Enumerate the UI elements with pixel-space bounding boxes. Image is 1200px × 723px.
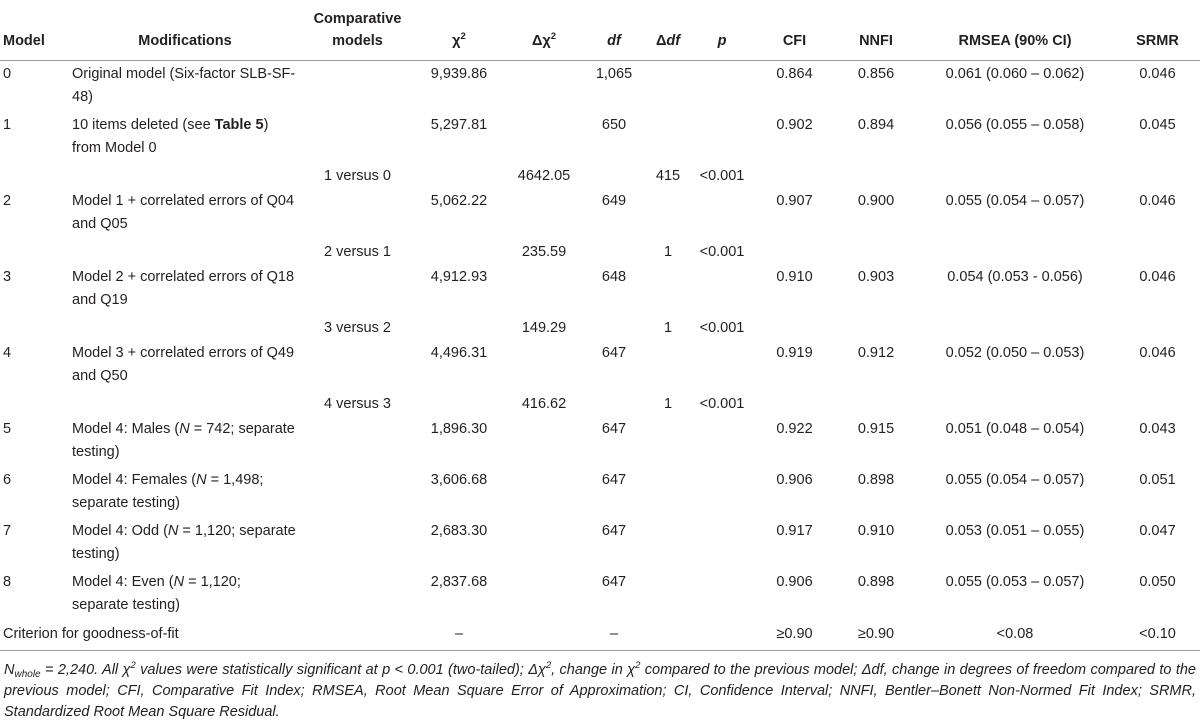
cell-modifications: Model 1 + correlated errors of Q04 and Q05 xyxy=(72,192,295,232)
cell-srmr xyxy=(1115,391,1200,416)
cell-df: 647 xyxy=(601,573,627,590)
table-row xyxy=(0,112,1200,163)
cell-srmr: 0.046 xyxy=(1139,65,1176,82)
cell-model xyxy=(0,163,69,188)
cell-nnfi: 0.910 xyxy=(857,522,895,539)
table-row xyxy=(0,315,1200,340)
cell-srmr: 0.047 xyxy=(1139,522,1176,539)
cell-comparative-models xyxy=(301,264,414,315)
cell-cfi: 0.864 xyxy=(776,65,813,82)
table-body xyxy=(0,60,1200,650)
cell-delta-df xyxy=(644,518,692,569)
cell-srmr xyxy=(1115,163,1200,188)
cell-cfi: ≥0.90 xyxy=(752,620,837,651)
cell-modifications xyxy=(69,163,301,188)
cell-delta-df: 1 xyxy=(663,319,673,336)
cell-p xyxy=(692,264,752,315)
cell-p xyxy=(692,620,752,651)
cell-chi-square: 4,912.93 xyxy=(430,268,488,285)
cell-model: 6 xyxy=(3,471,12,488)
cell-comparative-models xyxy=(301,112,414,163)
criterion-label: Criterion for goodness-of-fit xyxy=(0,620,414,651)
cell-comparative-models xyxy=(301,569,414,620)
cell-rmsea: <0.08 xyxy=(915,620,1115,651)
cell-model: 8 xyxy=(3,573,12,590)
cell-modifications xyxy=(69,315,301,340)
cell-delta-chi-square xyxy=(504,340,584,391)
cell-delta-df xyxy=(644,620,692,651)
cell-delta-chi-square xyxy=(504,620,584,651)
table-row xyxy=(0,60,1200,112)
cell-rmsea xyxy=(915,315,1115,340)
cell-srmr: 0.046 xyxy=(1139,192,1176,209)
cell-delta-df xyxy=(644,569,692,620)
cell-modifications: Model 4: Males (N = 742; separate testing) xyxy=(72,420,295,460)
cell-df: 650 xyxy=(601,116,627,133)
cell-chi-square xyxy=(414,315,504,340)
cell-srmr: 0.050 xyxy=(1139,573,1176,590)
cell-p xyxy=(692,340,752,391)
cell-df: 1,065 xyxy=(595,65,633,82)
cell-delta-df xyxy=(644,112,692,163)
cell-cfi xyxy=(752,163,837,188)
table-footnote: $N_{whole} = 2,240$. All $\chi^2$ values were statistically significant at p < 0.001 (two-tailed); $\Delta\chi^2$, change in $\chi^2$ compared to the previous model; Δdf, change in degrees of freedom compared to the previous model; CFI, Comparative Fit Index; RMSEA, Root Mean Square Error of Approximation; CI, Confidence Interval; NNFI, Bentler–Bonett Non-Normed Fit Index; SRMR, Standardized Root Mean Square Residual. xyxy=(4,659,1196,720)
cell-df: – xyxy=(584,620,644,651)
cell-p xyxy=(692,60,752,112)
header-cfi: CFI xyxy=(752,0,837,60)
table-row xyxy=(0,264,1200,315)
cell-delta-df xyxy=(644,467,692,518)
cell-chi-square: 3,606.68 xyxy=(430,471,488,488)
cell-df: 649 xyxy=(601,192,627,209)
cell-srmr: 0.045 xyxy=(1139,116,1176,133)
header-p: p xyxy=(692,0,752,60)
table-row xyxy=(0,467,1200,518)
cell-df: 647 xyxy=(601,344,627,361)
cell-comparative-models xyxy=(301,467,414,518)
cell-rmsea: 0.053 (0.051 – 0.055) xyxy=(945,522,1085,539)
cell-cfi: 0.910 xyxy=(776,268,813,285)
cell-modifications: 10 items deleted (see Table 5) from Model 0 xyxy=(72,116,269,156)
cell-rmsea: 0.061 (0.060 – 0.062) xyxy=(945,65,1085,82)
cell-delta-df xyxy=(644,188,692,239)
cell-chi-square: 2,837.68 xyxy=(430,573,488,590)
cell-srmr: 0.043 xyxy=(1139,420,1176,437)
cell-model: 7 xyxy=(3,522,12,539)
header-rmsea: RMSEA (90% CI) xyxy=(915,0,1115,60)
cell-nnfi: 0.894 xyxy=(857,116,895,133)
cell-p xyxy=(692,416,752,467)
cell-delta-chi-square xyxy=(504,188,584,239)
cell-delta-chi-square: 235.59 xyxy=(521,243,567,260)
cell-delta-chi-square: 4642.05 xyxy=(517,167,571,184)
header-model: Model xyxy=(0,0,69,60)
header-modifications: Modifications xyxy=(69,0,301,60)
cell-model: 3 xyxy=(3,268,12,285)
cell-chi-square: 1,896.30 xyxy=(430,420,488,437)
table-row xyxy=(0,163,1200,188)
cell-cfi xyxy=(752,315,837,340)
cell-delta-chi-square xyxy=(504,569,584,620)
cell-nnfi: 0.898 xyxy=(857,573,895,590)
cell-srmr: 0.051 xyxy=(1139,471,1176,488)
cell-modifications xyxy=(69,239,301,264)
cell-p xyxy=(692,569,752,620)
cell-modifications: Model 4: Even (N = 1,120; separate testing) xyxy=(72,573,241,613)
cell-nnfi xyxy=(837,315,915,340)
cell-cfi: 0.906 xyxy=(776,573,813,590)
cell-nnfi: 0.915 xyxy=(857,420,895,437)
cell-nnfi: 0.900 xyxy=(857,192,895,209)
cell-cfi: 0.906 xyxy=(776,471,813,488)
cell-rmsea xyxy=(915,391,1115,416)
cell-model xyxy=(0,391,69,416)
cell-delta-df: 415 xyxy=(655,167,681,184)
cell-nnfi xyxy=(837,239,915,264)
cell-df xyxy=(584,163,644,188)
cell-model: 5 xyxy=(3,420,12,437)
cell-rmsea: 0.056 (0.055 – 0.058) xyxy=(945,116,1085,133)
cell-model: 4 xyxy=(3,344,12,361)
cell-srmr xyxy=(1115,315,1200,340)
criterion-row xyxy=(0,620,1200,651)
cell-chi-square: 5,062.22 xyxy=(430,192,488,209)
table-row xyxy=(0,188,1200,239)
cell-p xyxy=(692,112,752,163)
cell-modifications xyxy=(69,391,301,416)
cell-model: 2 xyxy=(3,192,12,209)
cell-delta-chi-square xyxy=(504,112,584,163)
cell-delta-chi-square xyxy=(504,60,584,112)
cell-comparative-models: 1 versus 0 xyxy=(324,167,391,184)
header-row xyxy=(0,0,1200,60)
cell-delta-chi-square xyxy=(504,264,584,315)
cell-chi-square: 5,297.81 xyxy=(430,116,488,133)
cell-comparative-models xyxy=(301,60,414,112)
cell-rmsea xyxy=(915,163,1115,188)
table-row xyxy=(0,391,1200,416)
cell-nnfi: 0.912 xyxy=(857,344,895,361)
table-row xyxy=(0,416,1200,467)
cell-chi-square: 4,496.31 xyxy=(430,344,488,361)
cell-p xyxy=(692,467,752,518)
cell-nnfi xyxy=(837,391,915,416)
cell-cfi: 0.922 xyxy=(776,420,813,437)
cell-model: 1 xyxy=(3,116,12,133)
cell-delta-df: 1 xyxy=(663,395,673,412)
cell-chi-square: 9,939.86 xyxy=(430,65,488,82)
cell-srmr: 0.046 xyxy=(1139,344,1176,361)
header-df: df xyxy=(584,0,644,60)
cell-nnfi: 0.898 xyxy=(857,471,895,488)
cell-chi-square xyxy=(414,391,504,416)
cell-p xyxy=(692,518,752,569)
cell-srmr xyxy=(1115,239,1200,264)
cell-nnfi: 0.903 xyxy=(857,268,895,285)
cell-srmr: 0.046 xyxy=(1139,268,1176,285)
cell-nnfi xyxy=(837,163,915,188)
cell-nnfi: 0.856 xyxy=(857,65,895,82)
header-chi-square: $\chi^2$ xyxy=(414,0,504,60)
cell-cfi: 0.902 xyxy=(776,116,813,133)
cell-chi-square xyxy=(414,239,504,264)
cell-comparative-models: 4 versus 3 xyxy=(324,395,391,412)
cell-chi-square: – xyxy=(414,620,504,651)
header-nnfi: NNFI xyxy=(837,0,915,60)
cell-comparative-models xyxy=(301,340,414,391)
cell-delta-df xyxy=(644,60,692,112)
cell-df xyxy=(584,315,644,340)
cell-df: 647 xyxy=(601,420,627,437)
cell-rmsea: 0.055 (0.053 – 0.057) xyxy=(945,573,1085,590)
header-delta-df: Δdf xyxy=(644,0,692,60)
cell-delta-df xyxy=(644,340,692,391)
cell-modifications: Model 4: Females (N = 1,498; separate testing) xyxy=(72,471,264,511)
table-row xyxy=(0,340,1200,391)
cell-modifications: Original model (Six-factor SLB-SF-48) xyxy=(72,65,296,105)
cell-rmsea: 0.055 (0.054 – 0.057) xyxy=(945,192,1085,209)
header-comparative-models: Comparative models xyxy=(301,0,414,60)
cell-cfi xyxy=(752,239,837,264)
cell-rmsea: 0.052 (0.050 – 0.053) xyxy=(945,344,1085,361)
cell-p: <0.001 xyxy=(699,319,745,336)
cell-p: <0.001 xyxy=(699,167,745,184)
cell-rmsea: 0.054 (0.053 - 0.056) xyxy=(947,268,1083,285)
cell-modifications: Model 2 + correlated errors of Q18 and Q19 xyxy=(72,268,295,308)
cell-cfi: 0.907 xyxy=(776,192,813,209)
cell-p: <0.001 xyxy=(699,243,745,260)
cell-df xyxy=(584,391,644,416)
cell-comparative-models xyxy=(301,518,414,569)
cell-df: 647 xyxy=(601,522,627,539)
header-srmr: SRMR xyxy=(1115,0,1200,60)
cell-rmsea: 0.051 (0.048 – 0.054) xyxy=(945,420,1085,437)
cell-p: <0.001 xyxy=(699,395,745,412)
cell-comparative-models: 2 versus 1 xyxy=(324,243,391,260)
cell-delta-chi-square xyxy=(504,518,584,569)
cell-model xyxy=(0,239,69,264)
cell-comparative-models xyxy=(301,188,414,239)
cell-df xyxy=(584,239,644,264)
cell-model: 0 xyxy=(3,65,12,82)
table-row xyxy=(0,569,1200,620)
cell-cfi: 0.917 xyxy=(776,522,813,539)
cell-chi-square xyxy=(414,163,504,188)
cell-nnfi: ≥0.90 xyxy=(837,620,915,651)
table-row xyxy=(0,239,1200,264)
table-row xyxy=(0,518,1200,569)
cell-comparative-models: 3 versus 2 xyxy=(324,319,391,336)
cell-delta-chi-square: 416.62 xyxy=(521,395,567,412)
cell-srmr: <0.10 xyxy=(1115,620,1200,651)
cell-delta-df xyxy=(644,264,692,315)
cell-comparative-models xyxy=(301,416,414,467)
cell-modifications: Model 3 + correlated errors of Q49 and Q50 xyxy=(72,344,295,384)
cell-rmsea: 0.055 (0.054 – 0.057) xyxy=(945,471,1085,488)
cell-rmsea xyxy=(915,239,1115,264)
cell-model xyxy=(0,315,69,340)
cell-delta-chi-square: 149.29 xyxy=(521,319,567,336)
cell-chi-square: 2,683.30 xyxy=(430,522,488,539)
cell-modifications: Model 4: Odd (N = 1,120; separate testing) xyxy=(72,522,296,562)
cell-cfi: 0.919 xyxy=(776,344,813,361)
cell-p xyxy=(692,188,752,239)
cell-df: 647 xyxy=(601,471,627,488)
header-delta-chi-square: $\Delta\chi^2$ xyxy=(504,0,584,60)
cell-df: 648 xyxy=(601,268,627,285)
cell-delta-chi-square xyxy=(504,467,584,518)
cell-delta-df xyxy=(644,416,692,467)
cell-delta-df: 1 xyxy=(663,243,673,260)
cell-delta-chi-square xyxy=(504,416,584,467)
cell-cfi xyxy=(752,391,837,416)
